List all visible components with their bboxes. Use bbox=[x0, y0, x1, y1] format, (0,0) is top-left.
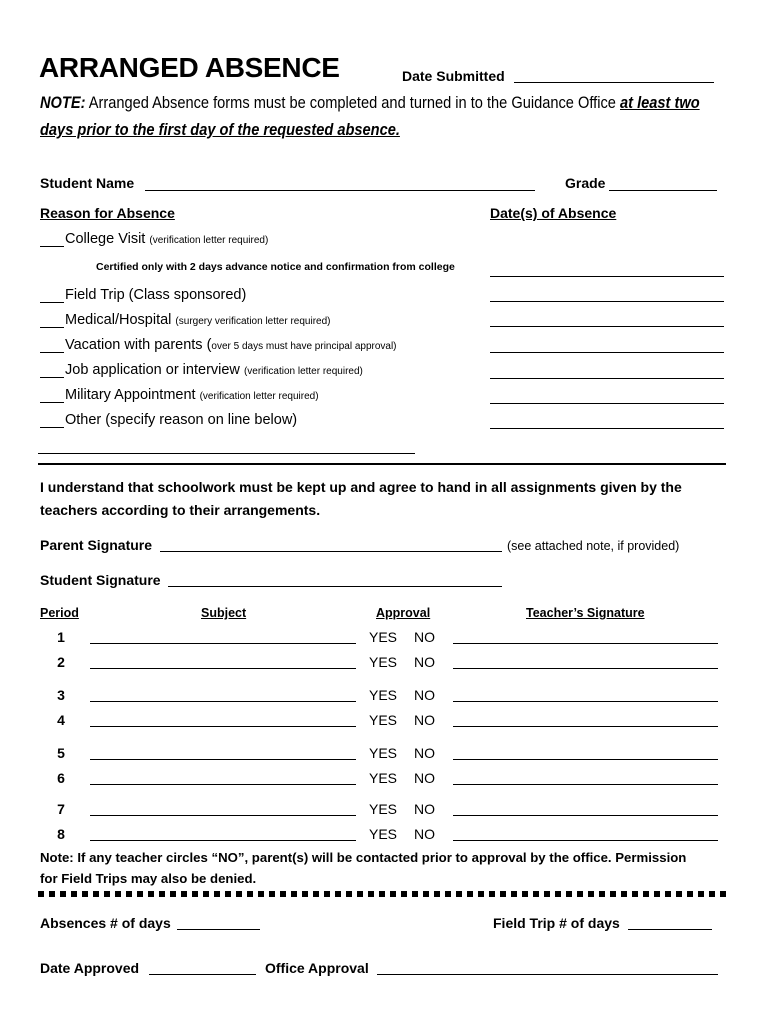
note-line-1 bbox=[40, 93, 700, 113]
field-trip-days-label: Field Trip # of days bbox=[493, 915, 620, 931]
note-emphasis-2: days prior to the first day of the requested absence. bbox=[40, 120, 400, 139]
field-trip-label: Field Trip (Class sponsored) bbox=[65, 287, 247, 303]
vacation-note: over 5 days must have principal approval) bbox=[211, 341, 397, 352]
vacation-item bbox=[65, 337, 397, 353]
no-option[interactable]: NO bbox=[414, 745, 435, 761]
teacher-signature-field[interactable] bbox=[453, 726, 718, 727]
agreement-line-2: teachers according to their arrangements. bbox=[40, 502, 321, 518]
period-number: 2 bbox=[57, 654, 65, 670]
student-name-label: Student Name bbox=[40, 175, 135, 191]
absences-days-field[interactable] bbox=[177, 929, 260, 930]
no-option[interactable]: NO bbox=[414, 629, 435, 645]
field-trip-date-field[interactable] bbox=[490, 301, 724, 302]
job-check[interactable] bbox=[40, 377, 64, 378]
no-option[interactable]: NO bbox=[414, 654, 435, 670]
student-signature-field[interactable] bbox=[168, 586, 502, 587]
note-text: Arranged Absence forms must be completed and turned in to the Guidance Office bbox=[88, 93, 616, 112]
teacher-signature-field[interactable] bbox=[453, 759, 718, 760]
college-visit-note: (verification letter required) bbox=[149, 235, 269, 246]
subject-field[interactable] bbox=[90, 815, 356, 816]
parent-signature-field[interactable] bbox=[160, 551, 502, 552]
teacher-signature-field[interactable] bbox=[453, 643, 718, 644]
vacation-date-field[interactable] bbox=[490, 352, 724, 353]
office-approval-label: Office Approval bbox=[265, 960, 369, 976]
approval-header: Approval bbox=[376, 606, 431, 620]
student-name-field[interactable] bbox=[145, 190, 535, 191]
period-number: 6 bbox=[57, 770, 65, 786]
note-label: NOTE: bbox=[40, 93, 86, 112]
yes-option[interactable]: YES bbox=[369, 687, 398, 703]
grade-field[interactable] bbox=[609, 190, 717, 191]
subject-header: Subject bbox=[201, 606, 247, 620]
yes-option[interactable]: YES bbox=[369, 826, 398, 842]
job-item bbox=[65, 362, 363, 378]
date-submitted-field[interactable] bbox=[514, 82, 714, 83]
military-label: Military Appointment bbox=[65, 387, 196, 403]
yes-option[interactable]: YES bbox=[369, 745, 398, 761]
yes-option[interactable]: YES bbox=[369, 712, 398, 728]
yes-option[interactable]: YES bbox=[369, 770, 398, 786]
period-number: 7 bbox=[57, 801, 65, 817]
teacher-signature-header: Teacher’s Signature bbox=[526, 606, 645, 620]
college-visit-check[interactable] bbox=[40, 246, 64, 247]
period-number: 4 bbox=[57, 712, 65, 728]
teacher-signature-field[interactable] bbox=[453, 701, 718, 702]
yes-option[interactable]: YES bbox=[369, 801, 398, 817]
military-check[interactable] bbox=[40, 402, 64, 403]
military-date-field[interactable] bbox=[490, 403, 724, 404]
parent-signature-note: (see attached note, if provided) bbox=[507, 539, 680, 553]
college-visit-date-field[interactable] bbox=[490, 276, 724, 277]
form-title: ARRANGED ABSENCE bbox=[39, 52, 340, 83]
job-note: (verification letter required) bbox=[243, 366, 363, 377]
medical-note: (surgery verification letter required) bbox=[175, 316, 331, 327]
absences-days-label: Absences # of days bbox=[40, 915, 171, 931]
dotted-divider bbox=[38, 891, 726, 897]
date-approved-field[interactable] bbox=[149, 974, 256, 975]
military-item bbox=[65, 387, 319, 403]
subject-field[interactable] bbox=[90, 701, 356, 702]
student-signature-label: Student Signature bbox=[40, 572, 161, 588]
other-date-field[interactable] bbox=[490, 428, 724, 429]
college-certified-note: Certified only with 2 days advance notice and confirmation from college bbox=[96, 261, 455, 273]
teacher-signature-field[interactable] bbox=[453, 784, 718, 785]
footer-note-line-1: Note: If any teacher circles “NO”, parent(s) will be contacted prior to approval by the office. Permission bbox=[40, 850, 687, 865]
grade-label: Grade bbox=[565, 175, 606, 191]
period-number: 3 bbox=[57, 687, 65, 703]
yes-option[interactable]: YES bbox=[369, 629, 398, 645]
no-option[interactable]: NO bbox=[414, 687, 435, 703]
subject-field[interactable] bbox=[90, 784, 356, 785]
period-number: 8 bbox=[57, 826, 65, 842]
yes-option[interactable]: YES bbox=[369, 654, 398, 670]
dates-header: Date(s) of Absence bbox=[490, 205, 617, 221]
no-option[interactable]: NO bbox=[414, 712, 435, 728]
other-label: Other (specify reason on line below) bbox=[65, 412, 298, 428]
no-option[interactable]: NO bbox=[414, 801, 435, 817]
field-trip-check[interactable] bbox=[40, 302, 64, 303]
subject-field[interactable] bbox=[90, 726, 356, 727]
note-emphasis-1: at least two bbox=[620, 93, 700, 112]
military-note: (verification letter required) bbox=[199, 391, 319, 402]
subject-field[interactable] bbox=[90, 643, 356, 644]
vacation-check[interactable] bbox=[40, 352, 64, 353]
college-visit-label: College Visit bbox=[65, 231, 146, 247]
subject-field[interactable] bbox=[90, 840, 356, 841]
date-approved-label: Date Approved bbox=[40, 960, 140, 976]
field-trip-days-field[interactable] bbox=[628, 929, 712, 930]
job-date-field[interactable] bbox=[490, 378, 724, 379]
other-reason-field[interactable] bbox=[38, 453, 415, 454]
subject-field[interactable] bbox=[90, 668, 356, 669]
teacher-signature-field[interactable] bbox=[453, 668, 718, 669]
footer-note-line-2: for Field Trips may also be denied. bbox=[40, 871, 257, 886]
no-option[interactable]: NO bbox=[414, 770, 435, 786]
subject-field[interactable] bbox=[90, 759, 356, 760]
medical-date-field[interactable] bbox=[490, 326, 724, 327]
teacher-signature-field[interactable] bbox=[453, 815, 718, 816]
other-check[interactable] bbox=[40, 427, 64, 428]
job-label: Job application or interview bbox=[65, 362, 240, 378]
office-approval-field[interactable] bbox=[377, 974, 718, 975]
period-header: Period bbox=[40, 606, 79, 620]
teacher-signature-field[interactable] bbox=[453, 840, 718, 841]
section-divider bbox=[38, 463, 726, 465]
period-number: 5 bbox=[57, 745, 65, 761]
reason-header: Reason for Absence bbox=[40, 205, 175, 221]
no-option[interactable]: NO bbox=[414, 826, 435, 842]
vacation-label: Vacation with parents ( bbox=[65, 337, 212, 353]
date-submitted-label: Date Submitted bbox=[402, 68, 505, 84]
medical-item bbox=[65, 312, 330, 328]
medical-label: Medical/Hospital bbox=[65, 312, 172, 328]
period-number: 1 bbox=[57, 629, 65, 645]
agreement-line-1: I understand that schoolwork must be kept up and agree to hand in all assignments given by the bbox=[40, 479, 682, 495]
parent-signature-label: Parent Signature bbox=[40, 537, 153, 553]
medical-check[interactable] bbox=[40, 327, 64, 328]
college-visit-item bbox=[65, 231, 268, 247]
